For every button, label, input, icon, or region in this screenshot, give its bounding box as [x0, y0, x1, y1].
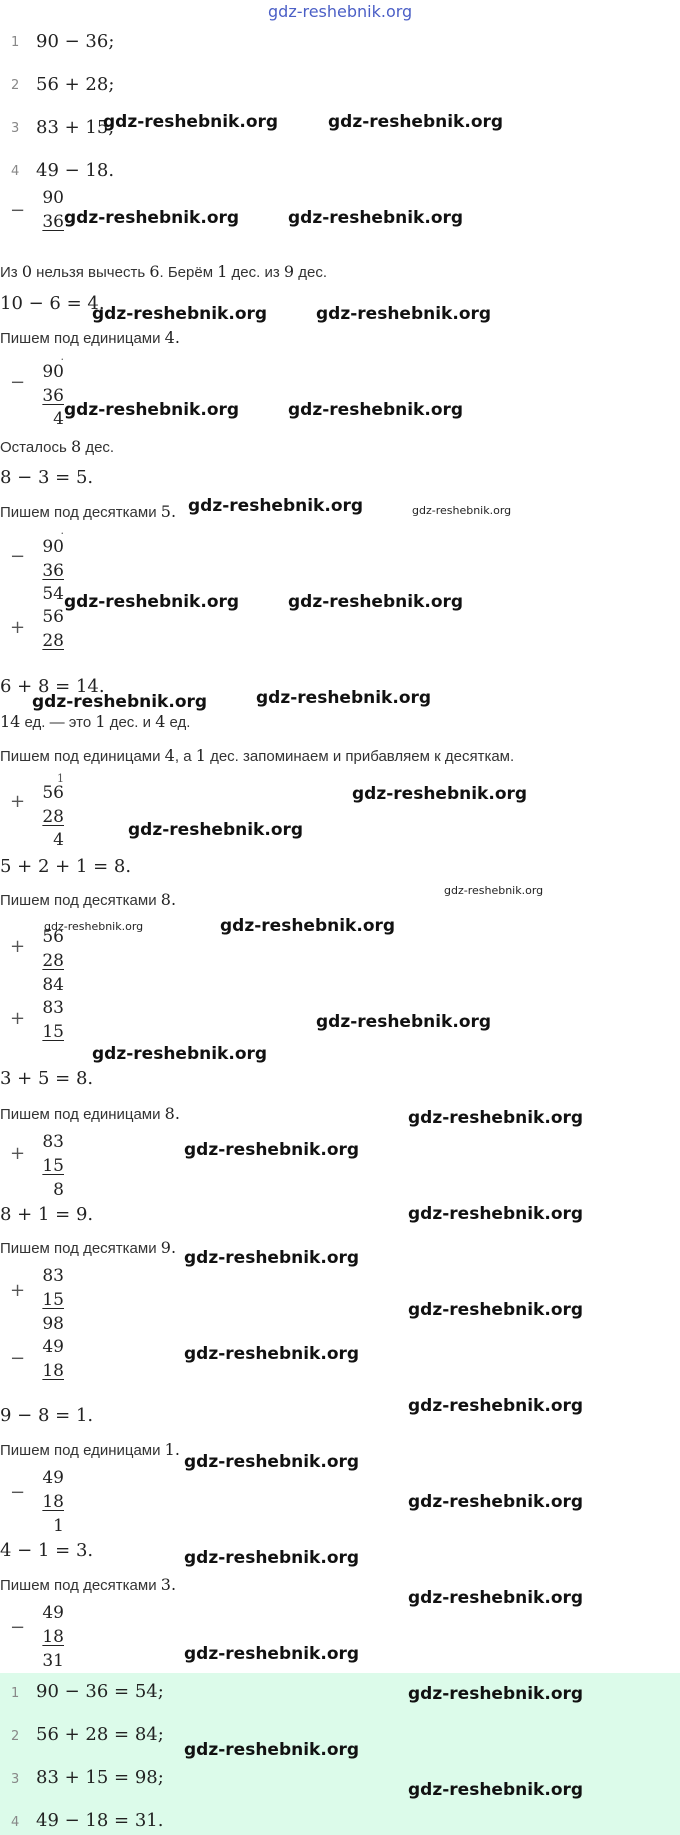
carry-mark: . — [60, 524, 64, 537]
minus-sign: − — [10, 1348, 26, 1369]
column-result: 4 — [53, 830, 64, 850]
equation: 6 + 8 = 14. — [0, 676, 105, 697]
watermark: gdz-reshebnik.org — [316, 304, 492, 324]
explanation-text: Пишем под единицами 1. — [0, 1440, 180, 1459]
task-expression: 49 − 18. — [36, 160, 115, 181]
task-number: 3 — [11, 121, 20, 136]
explanation-text: Из 0 нельзя вычесть 6. Берём 1 дес. из 9 дес. — [0, 262, 328, 281]
answer-number: 3 — [11, 1772, 20, 1787]
header-watermark[interactable]: gdz-reshebnik.org — [268, 2, 413, 21]
column-row: 56 — [42, 783, 64, 803]
watermark: gdz-reshebnik.org — [188, 496, 364, 516]
watermark: gdz-reshebnik.org — [408, 1108, 584, 1128]
column-row: 15 — [42, 1290, 64, 1310]
explanation-text: Пишем под единицами 8. — [0, 1104, 180, 1123]
minus-sign: − — [10, 1482, 26, 1503]
minus-sign: − — [10, 372, 26, 393]
watermark: gdz-reshebnik.org — [288, 400, 464, 420]
watermark: gdz-reshebnik.org — [408, 1300, 584, 1320]
watermark: gdz-reshebnik.org — [408, 1204, 584, 1224]
column-row: 28 — [42, 951, 64, 971]
watermark: gdz-reshebnik.org — [92, 1044, 268, 1064]
watermark: gdz-reshebnik.org — [408, 1492, 584, 1512]
watermark: gdz-reshebnik.org — [288, 208, 464, 228]
column-result: 98 — [42, 1314, 64, 1334]
watermark: gdz-reshebnik.org — [408, 1396, 584, 1416]
equation: 3 + 5 = 8. — [0, 1068, 94, 1089]
column-result: 1 — [53, 1516, 64, 1536]
watermark: gdz-reshebnik.org — [184, 1644, 360, 1664]
column-row: 83 — [42, 998, 64, 1018]
column-row: 49 — [42, 1337, 64, 1357]
column-row: 90 — [42, 362, 64, 382]
equation: 8 + 1 = 9. — [0, 1204, 94, 1225]
column-row: 15 — [42, 1156, 64, 1176]
answer-expression: 56 + 28 = 84; — [36, 1724, 164, 1745]
watermark: gdz-reshebnik.org — [64, 592, 240, 612]
watermark: gdz-reshebnik.org — [352, 784, 528, 804]
watermark: gdz-reshebnik.org — [184, 1740, 360, 1760]
answer-expression: 90 − 36 = 54; — [36, 1681, 164, 1702]
watermark: gdz-reshebnik.org — [184, 1248, 360, 1268]
answer-number: 2 — [11, 1729, 20, 1744]
task-expression: 90 − 36; — [36, 31, 115, 52]
watermark: gdz-reshebnik.org — [408, 1684, 584, 1704]
equation: 9 − 8 = 1. — [0, 1405, 94, 1426]
column-row: 18 — [42, 1361, 64, 1381]
watermark: gdz-reshebnik.org — [64, 400, 240, 420]
watermark: gdz-reshebnik.org — [184, 1140, 360, 1160]
watermark: gdz-reshebnik.org — [184, 1548, 360, 1568]
column-row: 18 — [42, 1492, 64, 1512]
minus-sign: − — [10, 546, 26, 567]
column-result: 4 — [53, 409, 64, 429]
watermark: gdz-reshebnik.org — [412, 504, 512, 517]
column-row: 83 — [42, 1266, 64, 1286]
column-result: 31 — [42, 1651, 64, 1671]
equation: 4 − 1 = 3. — [0, 1540, 94, 1561]
explanation-text: Пишем под единицами 4, а 1 дес. запоминаем и прибавляем к десяткам. — [0, 746, 515, 765]
watermark: gdz-reshebnik.org — [408, 1588, 584, 1608]
column-row: 90 — [42, 537, 64, 557]
plus-sign: + — [10, 791, 26, 812]
explanation-text: Пишем под десятками 3. — [0, 1575, 177, 1594]
explanation-text: Пишем под десятками 5. — [0, 502, 177, 521]
task-number: 2 — [11, 78, 20, 93]
plus-sign: + — [10, 1143, 26, 1164]
column-result: 8 — [53, 1180, 64, 1200]
column-row: 28 — [42, 631, 64, 651]
task-expression: 83 + 15; — [36, 117, 115, 138]
column-row: 49 — [42, 1603, 64, 1623]
answer-number: 1 — [11, 1686, 20, 1701]
explanation-text: Осталось 8 дес. — [0, 437, 115, 456]
column-row: 36 — [42, 212, 64, 232]
watermark: gdz-reshebnik.org — [103, 112, 279, 132]
plus-sign: + — [10, 617, 26, 638]
column-row: 90 — [42, 188, 64, 208]
answer-number: 4 — [11, 1815, 20, 1830]
plus-sign: + — [10, 1280, 26, 1301]
watermark: gdz-reshebnik.org — [444, 884, 544, 897]
column-row: 56 — [42, 927, 64, 947]
watermark: gdz-reshebnik.org — [44, 920, 144, 933]
watermark: gdz-reshebnik.org — [328, 112, 504, 132]
column-row: 56 — [42, 607, 64, 627]
carry-mark: . — [60, 350, 64, 363]
minus-sign: − — [10, 1617, 26, 1638]
watermark: gdz-reshebnik.org — [256, 688, 432, 708]
column-row: 49 — [42, 1468, 64, 1488]
plus-sign: + — [10, 1008, 26, 1029]
explanation-text: Пишем под десятками 8. — [0, 890, 177, 909]
watermark: gdz-reshebnik.org — [316, 1012, 492, 1032]
task-number: 4 — [11, 164, 20, 179]
task-number: 1 — [11, 35, 20, 50]
task-expression: 56 + 28; — [36, 74, 115, 95]
column-row: 18 — [42, 1627, 64, 1647]
explanation-text: Пишем под десятками 9. — [0, 1238, 177, 1257]
watermark: gdz-reshebnik.org — [92, 304, 268, 324]
watermark: gdz-reshebnik.org — [220, 916, 396, 936]
column-row: 15 — [42, 1022, 64, 1042]
equation: 8 − 3 = 5. — [0, 467, 94, 488]
minus-sign: − — [10, 200, 26, 221]
answer-expression: 49 − 18 = 31. — [36, 1810, 164, 1831]
explanation-text: 14 ед. — это 1 дес. и 4 ед. — [0, 712, 191, 731]
equation: 5 + 2 + 1 = 8. — [0, 856, 132, 877]
column-row: 36 — [42, 561, 64, 581]
watermark: gdz-reshebnik.org — [184, 1452, 360, 1472]
column-result: 54 — [42, 584, 64, 604]
watermark: gdz-reshebnik.org — [184, 1344, 360, 1364]
watermark: gdz-reshebnik.org — [64, 208, 240, 228]
answer-expression: 83 + 15 = 98; — [36, 1767, 164, 1788]
column-result: 84 — [42, 975, 64, 995]
explanation-text: Пишем под единицами 4. — [0, 328, 180, 347]
equation: 10 − 6 = 4. — [0, 293, 105, 314]
column-row: 83 — [42, 1132, 64, 1152]
carry-mark: 1 — [57, 772, 64, 785]
watermark: gdz-reshebnik.org — [32, 692, 208, 712]
watermark: gdz-reshebnik.org — [408, 1780, 584, 1800]
watermark: gdz-reshebnik.org — [288, 592, 464, 612]
column-row: 28 — [42, 807, 64, 827]
watermark: gdz-reshebnik.org — [128, 820, 304, 840]
column-row: 36 — [42, 386, 64, 406]
plus-sign: + — [10, 936, 26, 957]
